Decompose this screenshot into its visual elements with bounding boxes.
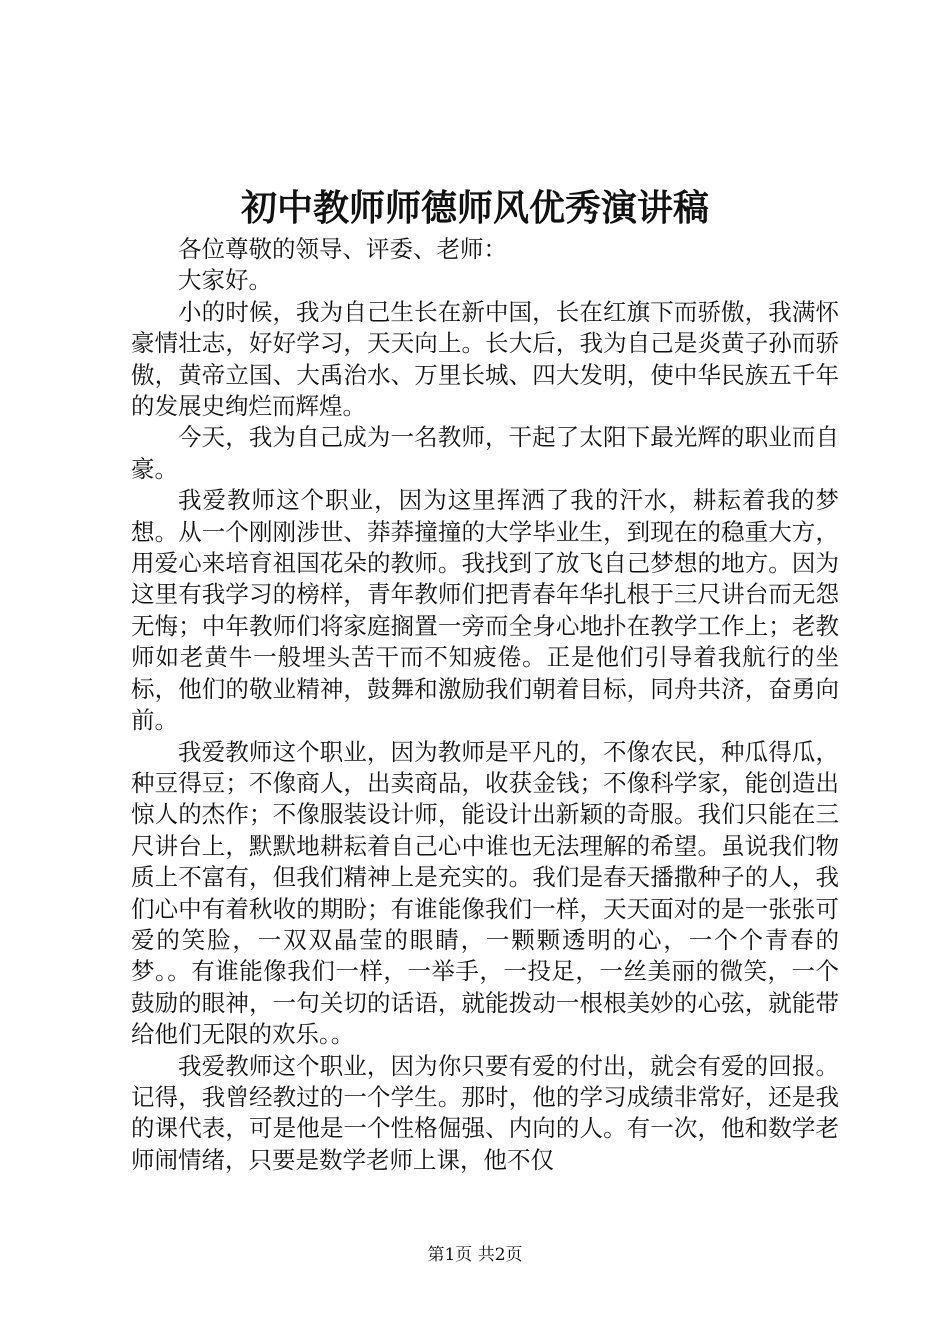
greeting: 大家好。: [178, 266, 272, 295]
body-paragraph: 今天，我为自己成为一名教师，干起了太阳下最光辉的职业而自豪。: [131, 423, 839, 483]
page-number-footer: 第1页 共2页: [427, 1245, 523, 1265]
body-paragraph: 我爱教师这个职业，因为这里挥洒了我的汗水，耕耘着我的梦想。从一个刚刚涉世、莽莽撞撞的大学毕业生，到现在的稳重大方，用爱心来培育祖国花朵的教师。我找到了放飞自己梦想的地方。因为这里有我学习的榜样，青年教师们把青春年华扎根于三尺讲台而无怨无悔；中年教师们将家庭搁置一旁而全身心地扑在教学工作上；老教师如老黄牛一般埋头苦干而不知疲倦。正是他们引导着我航行的坐标，他们的敬业精神，鼓舞和激励我们朝着目标，同舟共济，奋勇向前。: [131, 486, 839, 735]
body-paragraph: 小的时候，我为自己生长在新中国，长在红旗下而骄傲，我满怀豪情壮志，好好学习，天天向上。长大后，我为自己是炎黄子孙而骄傲，黄帝立国、大禹治水、万里长城、四大发明，使中华民族五千年的发展史绚烂而辉煌。: [131, 297, 839, 421]
salutation: 各位尊敬的领导、评委、老师：: [178, 235, 507, 263]
body-paragraph: 我爱教师这个职业，因为你只要有爱的付出，就会有爱的回报。记得，我曾经教过的一个学生。那时，他的学习成绩非常好，还是我的课代表，可是他是一个性格倔强、内向的人。有一次，他和数学老师闹情绪，只要是数学老师上课，他不仅: [131, 1051, 839, 1174]
document-title: 初中教师师德师风优秀演讲稿: [240, 187, 709, 229]
document-body: [131, 234, 839, 1176]
body-paragraph: 我爱教师这个职业，因为教师是平凡的，不像农民，种瓜得瓜，种豆得豆；不像商人，出卖商品，收获金钱；不像科学家，能创造出惊人的杰作；不像服装设计师，能设计出新颖的奇服。我们只能在三尺讲台上，默默地耕耘着自己心中谁也无法理解的希望。虽说我们物质上不富有，但我们精神上是充实的。我们是春天播撒种子的人，我们心中有着秋收的期盼；有谁能像我们一样，天天面对的是一张张可爱的笑脸，一双双晶莹的眼睛，一颗颗透明的心，一个个青春的梦。。有谁能像我们一样，一举手，一投足，一丝美丽的微笑，一个鼓励的眼神，一句关切的话语，就能拨动一根根美妙的心弦，就能带给他们无限的欢乐。。: [131, 737, 839, 1049]
